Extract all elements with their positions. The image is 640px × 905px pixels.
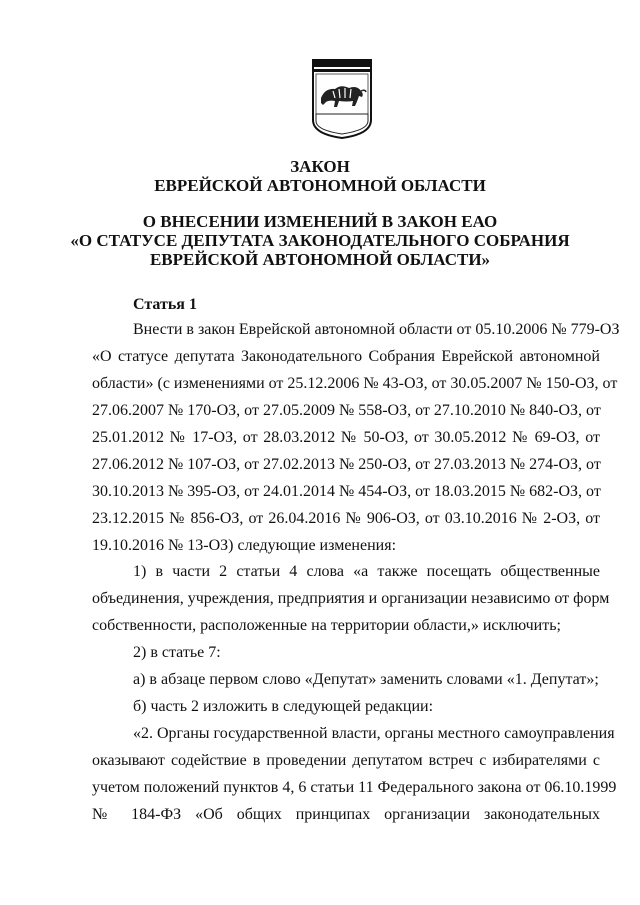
article-heading: Статья 1 (133, 296, 197, 313)
text-line: 19.10.2016 № 13-ОЗ) следующие изменения: (92, 537, 397, 554)
text-line: Внести в закон Еврейской автономной области от 05.10.2006 № 779-ОЗ (133, 321, 620, 338)
text-line: области» (с изменениями от 25.12.2006 № 43-ОЗ, от 30.05.2007 № 150-ОЗ, от (92, 375, 618, 392)
text-line: а) в абзаце первом слово «Депутат» заменить словами «1. Депутат»; (133, 671, 599, 688)
text-line: «2. Органы государственной власти, органы местного самоуправления (133, 725, 615, 742)
law-title (0, 157, 640, 195)
text-line: 25.01.2012 № 17-ОЗ, от 28.03.2012 № 50-ОЗ, от 30.05.2012 № 69-ОЗ, от (92, 429, 600, 446)
text-line: 23.12.2015 № 856-ОЗ, от 26.04.2016 № 906-ОЗ, от 03.10.2016 № 2-ОЗ, от (92, 510, 600, 527)
law-subtitle-line-2: «О СТАТУСЕ ДЕПУТАТА ЗАКОНОДАТЕЛЬНОГО СОБРАНИЯ (70, 231, 570, 250)
law-title-line-1: ЗАКОН (290, 157, 350, 176)
text-line: собственности, расположенные на территории области,» исключить; (92, 617, 561, 634)
law-title-line-2: ЕВРЕЙСКОЙ АВТОНОМНОЙ ОБЛАСТИ (154, 176, 486, 195)
text-line: 1) в части 2 статьи 4 слова «а также посещать общественные (133, 563, 600, 580)
text-line: оказывают содействие в проведении депутатом встреч с избирателями с (92, 752, 600, 769)
coat-of-arms-emblem (311, 58, 373, 140)
text-line: 2) в статье 7: (133, 644, 221, 661)
law-subtitle-line-1: О ВНЕСЕНИИ ИЗМЕНЕНИЙ В ЗАКОН ЕАО (142, 212, 498, 231)
text-line: «О статусе депутата Законодательного Собрания Еврейской автономной (92, 348, 600, 365)
text-line: № 184-ФЗ «Об общих принципах организации законодательных (92, 806, 600, 823)
text-line: учетом положений пунктов 4, 6 статьи 11 Федерального закона от 06.10.1999 (92, 779, 617, 796)
text-line: объединения, учреждения, предприятия и организации независимо от форм (92, 590, 610, 607)
text-line: 27.06.2007 № 170-ОЗ, от 27.05.2009 № 558-ОЗ, от 27.10.2010 № 840-ОЗ, от (92, 402, 601, 419)
text-line: 27.06.2012 № 107-ОЗ, от 27.02.2013 № 250-ОЗ, от 27.03.2013 № 274-ОЗ, от (92, 456, 601, 473)
text-line: 30.10.2013 № 395-ОЗ, от 24.01.2014 № 454-ОЗ, от 18.03.2015 № 682-ОЗ, от (92, 483, 601, 500)
law-subtitle (0, 212, 640, 269)
text-line: б) часть 2 изложить в следующей редакции: (133, 698, 434, 715)
law-subtitle-line-3: ЕВРЕЙСКОЙ АВТОНОМНОЙ ОБЛАСТИ» (149, 250, 491, 269)
